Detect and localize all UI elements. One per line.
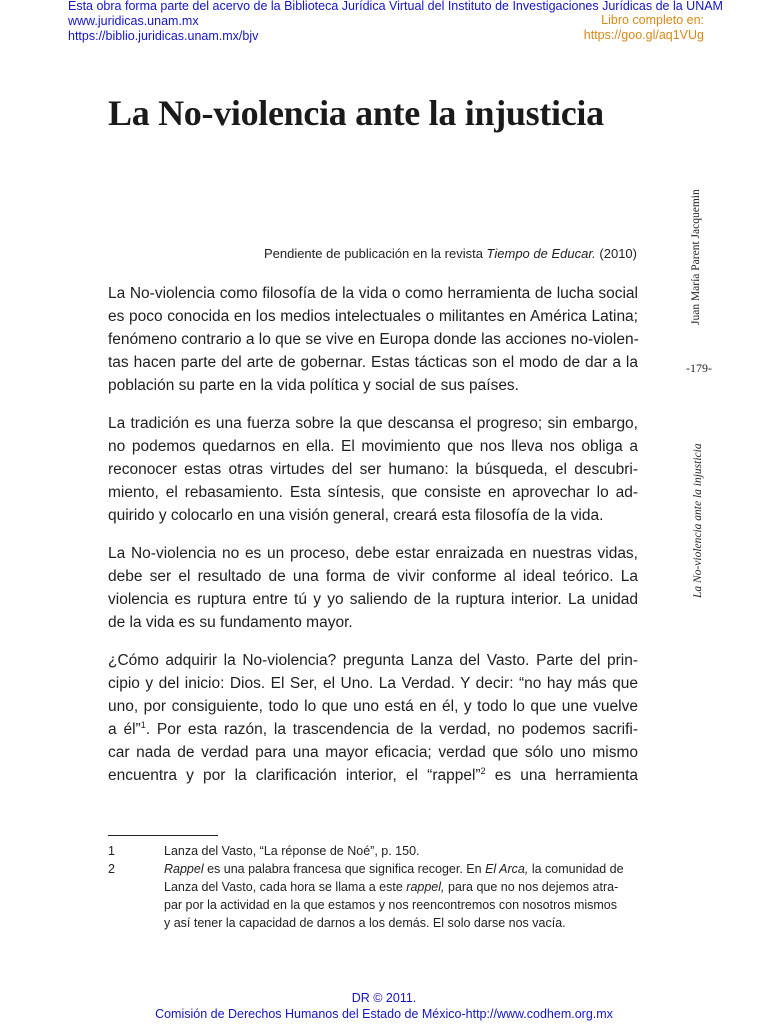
text-line: cipio y del inicio: Dios. El Ser, el Uno. La Verdad. Y decir: “no hay más que [108,675,638,692]
publication-note-journal: Tiempo de Educar. [486,246,596,261]
text-fragment: la comunidad de [528,862,624,876]
text-line: reconocer estas otras virtudes del ser humano: la búsqueda, el descubri- [108,461,638,478]
text-fragment: es una herramienta [485,767,638,784]
page-title: La No-violencia ante la injusticia [108,93,604,133]
text-line: no podemos quedarnos en ella. El movimiento que nos lleva nos obliga a [108,438,638,455]
footnote-text: Lanza del Vasto, “La réponse de Noé”, p. 150. [164,844,420,858]
text-line: La No-violencia como filosofía de la vida o como herramienta de lucha social [108,285,638,302]
text-line: fenómeno contrario a lo que se vive en Europa donde las acciones no-violen- [108,331,639,348]
text-line: La No-violencia no es un proceso, debe estar enraizada en nuestras vidas, [108,545,638,562]
sidebar-author [688,155,708,325]
footnote-number: 1 [108,844,115,858]
footnote-2 [108,860,638,932]
text-line: debe ser el resultado de una forma de vivir conforme al ideal teórico. La [108,568,638,585]
text-line: ¿Cómo adquirir la No-violencia? pregunta Lanza del Vasto. Parte del prin- [108,652,638,669]
text-line: car nada de verdad para una mayor eficacia; verdad que sólo uno mismo [108,744,638,761]
text-fragment: encuentra y por la clarificación interior, el “rappel” [108,767,481,784]
footnote-line: par por la actividad en la que estamos y nos reencontremos con nosotros mismos [164,898,618,912]
header-bjv-link[interactable]: https://biblio.juridicas.unam.mx/bjv [68,29,259,43]
header-right [584,13,704,43]
paragraph-4 [108,649,638,787]
header-site-link[interactable]: www.juridicas.unam.mx [68,14,199,28]
page-number: -179- [686,361,712,375]
text-fragment: a él” [108,721,141,738]
text-fragment: . Por esta razón, la trascendencia de la verdad, no podemos sacrifi- [145,721,639,738]
header-collection-notice: Esta obra forma parte del acervo de la Biblioteca Jurídica Virtual del Instituto de Investigaciones Jurídicas de la UNAM [68,0,723,13]
publication-note-prefix: Pendiente de publicación en la revista [263,246,487,261]
paragraph-1 [108,282,638,397]
footnote-ref-2[interactable]: 2 [480,765,486,776]
footnote-number: 2 [108,862,115,876]
text-line: miento, el rebasamiento. Esta síntesis, que consiste en aprovechar lo ad- [108,484,638,501]
text-line [108,718,638,741]
footnote-line [164,860,638,878]
book-label: Libro completo en: [601,13,704,27]
paragraph-3 [108,542,638,634]
footnote-line: y así tener la capacidad de darnos a los demás. El solo darse nos vacía. [164,916,566,930]
footnote-ref-1[interactable]: 1 [140,719,146,730]
text-fragment: rappel, [406,880,445,894]
publication-note [264,246,637,261]
text-line: de la vida es su fundamento mayor. [108,614,353,631]
sidebar-author-text: Juan María Parent Jacquemin [690,189,702,325]
text-fragment: para que no nos dejemos atra- [444,880,619,894]
footnote-divider [108,835,218,836]
text-line: uno, por consiguiente, todo lo que uno está en él, y todo lo que une vuelve [108,698,638,715]
sidebar-running-title-text: La No-violencia ante la injusticia [692,443,704,598]
footer-org-link[interactable]: Comisión de Derechos Humanos del Estado de México-http://www.codhem.org.mx [155,1007,613,1021]
footnote-line [164,878,638,896]
footnote-1 [108,842,638,860]
text-line [108,764,638,787]
body-text [108,282,638,802]
text-fragment: es una palabra francesa que significa recoger. En [203,862,486,876]
text-fragment: Rappel [164,862,204,876]
text-line: violencia es ruptura entre tú y yo saliendo de la ruptura interior. La unidad [108,591,638,608]
paragraph-2 [108,412,638,527]
text-fragment: El Arca, [485,862,529,876]
text-line: es poco conocida en los medios intelectuales o militantes en América Latina; [108,308,638,325]
text-line: quirido y colocarlo en una visión general, creará esta filosofía de la vida. [108,507,604,524]
sidebar-running-title [690,428,710,598]
publication-note-year: (2010) [595,246,637,261]
text-line: población su parte en la vida política y social de sus países. [108,377,519,394]
text-line: tas hacen parte del arte de gobernar. Estas tácticas son el modo de dar a la [108,354,638,371]
book-link[interactable]: https://goo.gl/aq1VUg [583,28,704,42]
text-line: La tradición es una fuerza sobre la que descansa el progreso; sin embargo, [108,415,638,432]
footer-rights: DR © 2011. [351,991,417,1005]
text-fragment: Lanza del Vasto, cada hora se llama a este [164,880,407,894]
